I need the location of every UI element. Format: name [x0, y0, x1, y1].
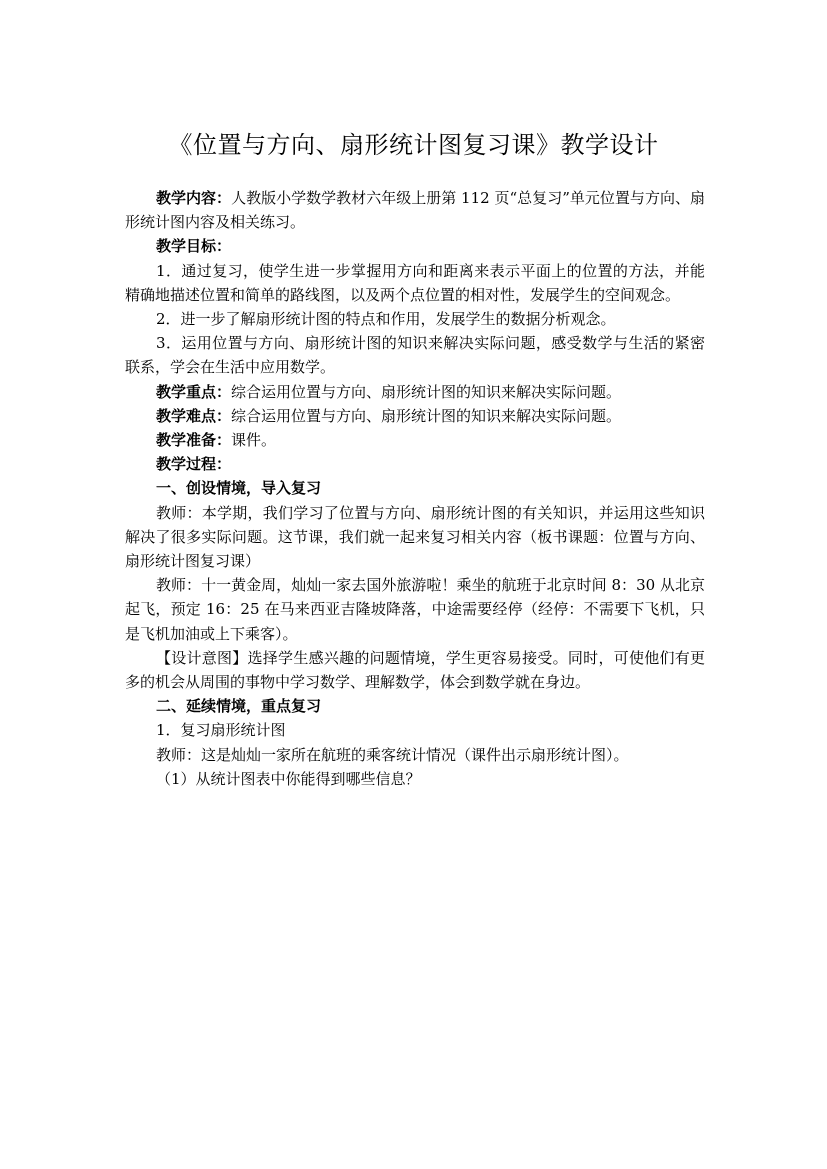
- section1-paragraph-2: 教师：十一黄金周，灿灿一家去国外旅游啦！乘坐的航班于北京时间 8：30 从北京起飞，预定 16：25 在马来西亚吉隆坡降落，中途需要经停（经停：不需要下飞机，只是飞机加油或上下乘客）。: [125, 576, 705, 643]
- preparation-label: 教学准备：: [156, 431, 232, 450]
- teaching-content-paragraph: [125, 186, 705, 234]
- design-intent-label: 【设计意图】: [156, 648, 248, 667]
- teaching-content-label: 教学内容：: [156, 189, 232, 207]
- key-point-paragraph: [125, 380, 705, 404]
- objective-item-2: 2．进一步了解扇形统计图的特点和作用，发展学生的数据分析观念。: [156, 310, 616, 329]
- document-title: 《位置与方向、扇形统计图复习课》教学设计: [168, 131, 659, 159]
- teaching-content-text: 人教版小学数学教材六年级上册第 112 页“总复习”单元位置与方向、扇形统计图内容及相关练习。: [125, 189, 705, 232]
- key-point-text: 综合运用位置与方向、扇形统计图的知识来解决实际问题。: [231, 382, 622, 401]
- process-heading: [125, 452, 705, 476]
- section1-heading-text: 一、创设情境，导入复习: [156, 479, 322, 498]
- preparation-paragraph: [125, 428, 705, 452]
- difficulty-paragraph: [125, 404, 705, 428]
- section2-heading-text: 二、延续情境，重点复习: [156, 697, 322, 716]
- section2-paragraph-1: 教师：这是灿灿一家所在航班的乘客统计情况（课件出示扇形统计图）。: [156, 745, 629, 764]
- process-label: 教学过程：: [156, 455, 232, 474]
- document-body: [125, 186, 705, 791]
- objective-item-1: 1．通过复习，使学生进一步掌握用方向和距离来表示平面上的位置的方法，并能精确地描述位置和简单的路线图，以及两个点位置的相对性，发展学生的空间观念。: [125, 261, 705, 304]
- section1-paragraph-1: 教师：本学期，我们学习了位置与方向、扇形统计图的有关知识，并运用这些知识解决了很多实际问题。这节课，我们就一起来复习相关内容（板书课题：位置与方向、扇形统计图复习课）: [125, 503, 705, 571]
- section1-heading: [125, 476, 705, 500]
- section2-subheading-1: 1．复习扇形统计图: [156, 721, 286, 740]
- teaching-objectives-label: 教学目标：: [156, 237, 232, 256]
- key-point-label: 教学重点：: [156, 382, 232, 401]
- preparation-text: 课件。: [231, 431, 277, 450]
- design-intent-paragraph: [125, 646, 705, 694]
- objective-item-3: 3．运用位置与方向、扇形统计图的知识来解决实际问题，感受数学与生活的紧密联系，学会在生活中应用数学。: [125, 334, 705, 377]
- difficulty-label: 教学难点：: [156, 406, 232, 425]
- difficulty-text: 综合运用位置与方向、扇形统计图的知识来解决实际问题。: [231, 406, 622, 425]
- teaching-objectives-heading: [125, 234, 705, 258]
- section2-heading: [125, 694, 705, 718]
- design-intent-text: 选择学生感兴趣的问题情境，学生更容易接受。同时，可使他们有更多的机会从周围的事物中学习数学、理解数学，体会到数学就在身边。: [125, 648, 705, 692]
- section2-question-1: （1）从统计图表中你能得到哪些信息？: [156, 769, 421, 788]
